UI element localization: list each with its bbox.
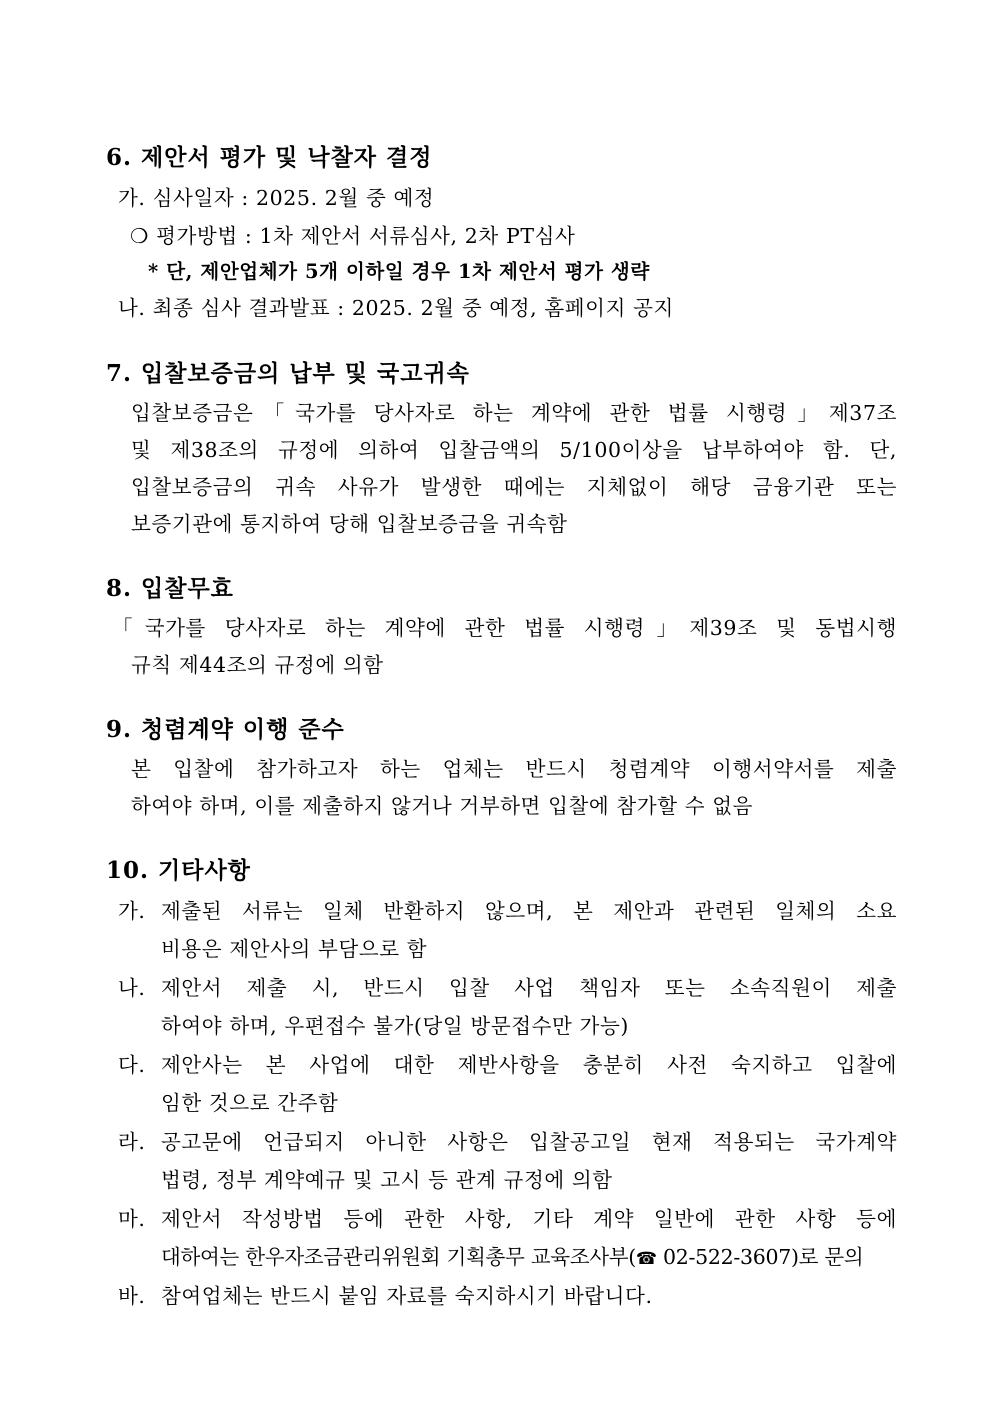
section-8-title: 8. 입찰무효 <box>106 575 234 602</box>
section-7-title: 7. 입찰보증금의 납부 및 국고귀속 <box>106 360 470 387</box>
s8-line-2: 규칙 제44조의 규정에 의함 <box>131 653 384 677</box>
s6-circle-text: 평가방법 : 1차 제안서 서류심사, 2차 PT심사 <box>156 224 576 248</box>
s10-item-ma-line-2 <box>161 1240 863 1270</box>
s6-item-a <box>118 181 434 211</box>
s6-item-b-marker: 나. <box>118 296 146 320</box>
s10-item-ba-line-1: 참여업체는 반드시 붙임 자료를 숙지하시기 바랍니다. <box>161 1284 653 1308</box>
s10-item-da-line-1: 제안사는 본 사업에 대한 제반사항을 충분히 사전 숙지하고 입찰에 <box>161 1053 897 1077</box>
s6-item-a-text: 심사일자 : 2025. 2월 중 예정 <box>152 186 435 210</box>
s10-item-marker: 나. <box>118 976 146 1000</box>
phone-icon: ☎ <box>635 1249 657 1269</box>
s10-item-na-line-1: 제안서 제출 시, 반드시 입찰 사업 책임자 또는 소속직원이 제출 <box>161 976 897 1000</box>
s10-item-ga-line-2: 비용은 제안사의 부담으로 함 <box>161 937 428 961</box>
s10-item-na-line-2: 하여야 하며, 우편접수 불가(당일 방문접수만 가능) <box>161 1014 629 1038</box>
s6-circle-item <box>130 219 575 249</box>
s10-item-marker: 마. <box>118 1207 146 1231</box>
s7-line-3: 입찰보증금의 귀속 사유가 발생한 때에는 지체없이 해당 금융기관 또는 <box>131 475 897 499</box>
s10-item-marker: 가. <box>118 899 146 923</box>
s10-item-ra-line-2: 법령, 정부 계약예규 및 고시 등 관계 규정에 의함 <box>161 1168 613 1192</box>
s6-item-a-marker: 가. <box>118 186 146 210</box>
s10-item-ga-line-1: 제출된 서류는 일체 반환하지 않으며, 본 제안과 관련된 일체의 소요 <box>161 899 897 923</box>
s6-item-b-text: 최종 심사 결과발표 : 2025. 2월 중 예정, 홈페이지 공지 <box>152 296 674 320</box>
asterisk-icon: * <box>148 260 159 283</box>
s10-item-da-line-2: 임한 것으로 간주함 <box>161 1091 339 1115</box>
s10-item-marker: 바. <box>118 1284 146 1308</box>
s10-item-ma-line-2a: 대하여는 한우자조금관리위원회 기획총무 교육조사부( <box>161 1245 636 1269</box>
section-10-title: 10. 기타사항 <box>106 857 251 884</box>
s10-item-ra-line-1: 공고문에 언급되지 아니한 사항은 입찰공고일 현재 적용되는 국가계약 <box>161 1130 897 1154</box>
s10-item-marker: 라. <box>118 1130 146 1154</box>
section-6-title: 6. 제안서 평가 및 낙찰자 결정 <box>106 144 433 171</box>
s9-line-2: 하여야 하며, 이를 제출하지 않거나 거부하면 입찰에 참가할 수 없음 <box>131 794 754 818</box>
s7-line-4: 보증기관에 통지하여 당해 입찰보증금을 귀속함 <box>131 512 568 536</box>
circle-bullet-icon: ❍ <box>130 224 149 248</box>
s7-line-2: 및 제38조의 규정에 의하여 입찰금액의 5/100이상을 납부하여야 함. 단, <box>131 438 897 462</box>
s10-item-ma-line-2b: 02-522-3607)로 문의 <box>656 1245 864 1269</box>
s6-item-b <box>118 291 674 321</box>
s10-item-ma-line-1: 제안서 작성방법 등에 관한 사항, 기타 계약 일반에 관한 사항 등에 <box>161 1207 897 1231</box>
s8-line-1: 「국가를 당사자로 하는 계약에 관한 법률 시행령」제39조 및 동법시행 <box>112 616 897 640</box>
section-9-title: 9. 청렴계약 이행 준수 <box>106 716 345 743</box>
s9-line-1: 본 입찰에 참가하고자 하는 업체는 반드시 청렴계약 이행서약서를 제출 <box>131 757 897 781</box>
s6-note-text: 단, 제안업체가 5개 이하일 경우 1차 제안서 평가 생략 <box>166 260 650 283</box>
s7-line-1: 입찰보증금은「국가를 당사자로 하는 계약에 관한 법률 시행령」제37조 <box>131 401 897 425</box>
s10-item-marker: 다. <box>118 1053 146 1077</box>
s6-note <box>148 256 650 284</box>
